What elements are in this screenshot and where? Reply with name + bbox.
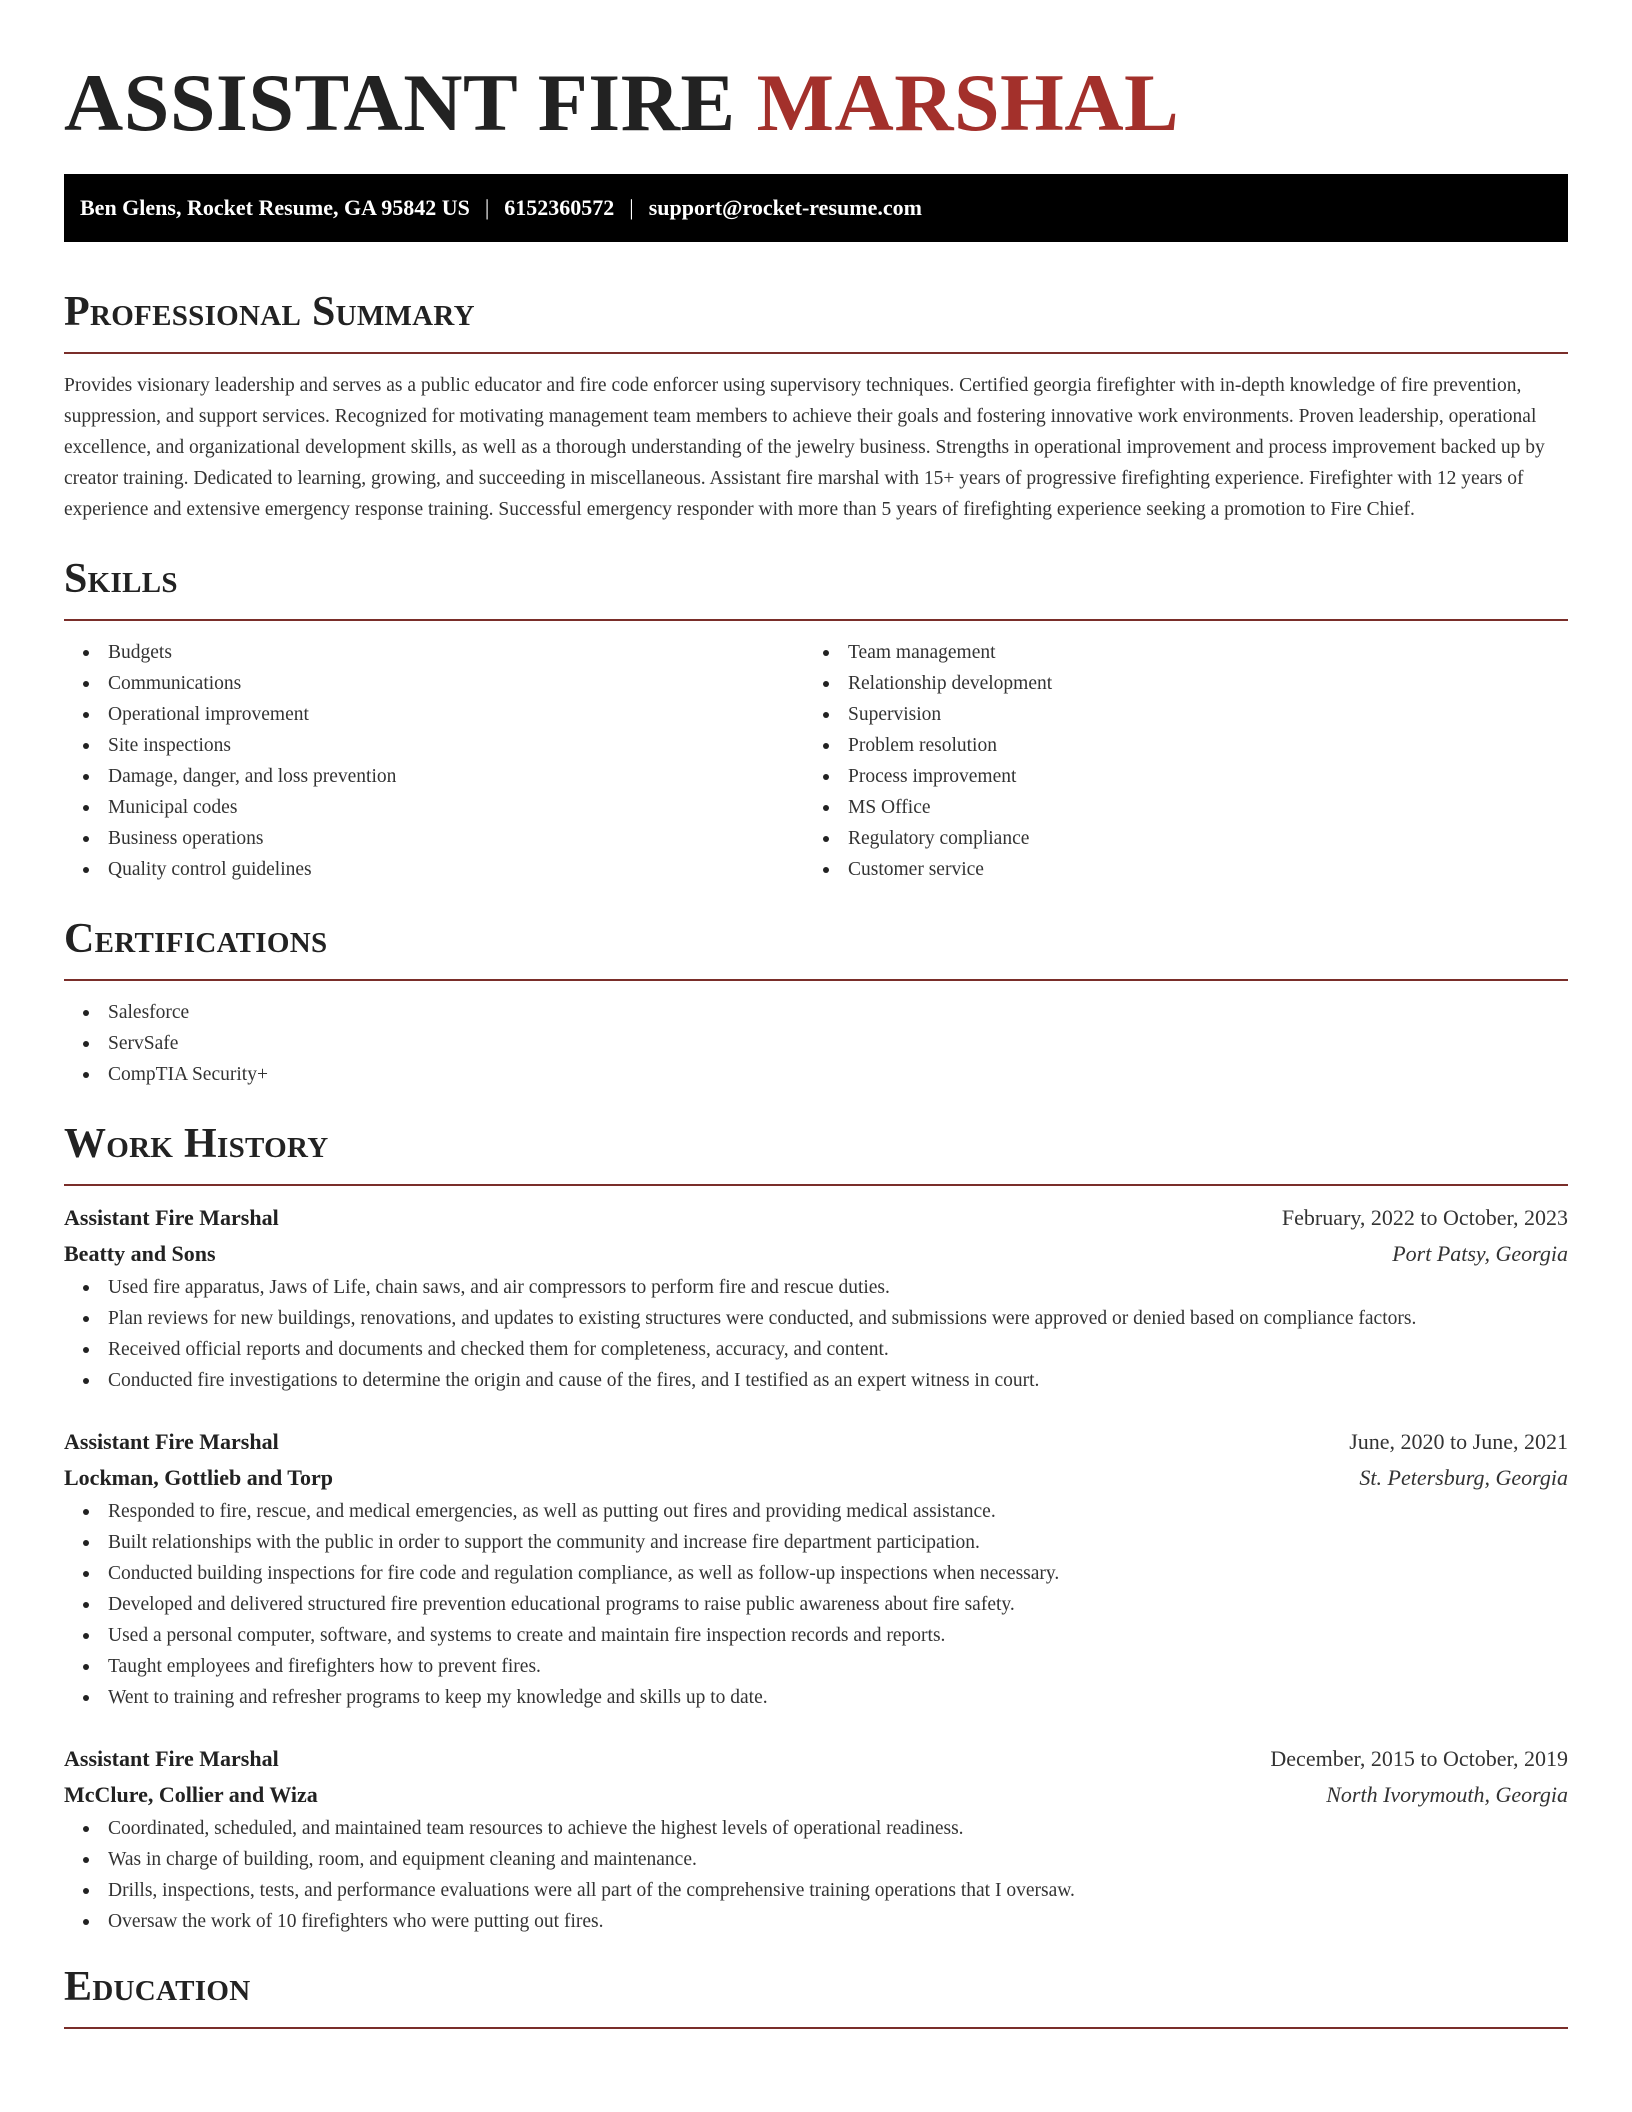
skills-list-left bbox=[64, 637, 804, 885]
job-duty: Used a personal computer, software, and systems to create and maintain fire inspection records and reports. bbox=[64, 1620, 1568, 1651]
job-company-row bbox=[64, 1236, 1568, 1272]
skill-item: Team management bbox=[804, 637, 1544, 668]
title-main: ASSISTANT FIRE bbox=[64, 57, 757, 148]
job-entry bbox=[64, 1424, 1568, 1713]
job-duty: Drills, inspections, tests, and performance evaluations were all part of the comprehensive training operations that I oversaw. bbox=[64, 1875, 1568, 1906]
section-heading-certifications: Certifications bbox=[64, 916, 328, 962]
summary-section bbox=[64, 286, 1568, 525]
skill-item: Communications bbox=[64, 668, 804, 699]
job-duty: Conducted fire investigations to determine the origin and cause of the fires, and I testified as an expert witness in court. bbox=[64, 1365, 1568, 1396]
job-header-row bbox=[64, 1741, 1568, 1777]
job-location: North Ivorymouth, Georgia bbox=[1326, 1782, 1568, 1807]
skill-item: Business operations bbox=[64, 823, 804, 854]
skill-item: Budgets bbox=[64, 637, 804, 668]
work-history-section bbox=[64, 1118, 1568, 1937]
job-company-row bbox=[64, 1460, 1568, 1496]
contact-address: Ben Glens, Rocket Resume, GA 95842 US bbox=[80, 195, 470, 220]
job-dates: December, 2015 to October, 2019 bbox=[1270, 1746, 1568, 1771]
certification-item: ServSafe bbox=[64, 1028, 1568, 1059]
contact-email: support@rocket-resume.com bbox=[648, 195, 922, 220]
job-duty: Coordinated, scheduled, and maintained team resources to achieve the highest levels of operational readiness. bbox=[64, 1813, 1568, 1844]
job-duties-list bbox=[64, 1496, 1568, 1713]
resume-title bbox=[64, 56, 1568, 150]
section-heading-work-history: Work History bbox=[64, 1121, 329, 1167]
job-title: Assistant Fire Marshal bbox=[64, 1746, 279, 1771]
job-duty: Used fire apparatus, Jaws of Life, chain saws, and air compressors to perform fire and rescue duties. bbox=[64, 1272, 1568, 1303]
job-duty: Developed and delivered structured fire prevention educational programs to raise public awareness about fire safety. bbox=[64, 1589, 1568, 1620]
job-entry bbox=[64, 1200, 1568, 1396]
section-heading-skills: Skills bbox=[64, 556, 178, 602]
skill-item: Site inspections bbox=[64, 730, 804, 761]
job-duties-list bbox=[64, 1272, 1568, 1396]
job-duties-list bbox=[64, 1813, 1568, 1937]
certifications-list bbox=[64, 997, 1568, 1090]
job-duty: Taught employees and firefighters how to prevent fires. bbox=[64, 1651, 1568, 1682]
job-duty: Received official reports and documents and checked them for completeness, accuracy, and content. bbox=[64, 1334, 1568, 1365]
skill-item: Problem resolution bbox=[804, 730, 1544, 761]
section-heading-summary: Professional Summary bbox=[64, 289, 475, 335]
skill-item: Damage, danger, and loss prevention bbox=[64, 761, 804, 792]
job-entry bbox=[64, 1741, 1568, 1937]
skill-item: Relationship development bbox=[804, 668, 1544, 699]
skill-item: Operational improvement bbox=[64, 699, 804, 730]
job-duty: Responded to fire, rescue, and medical emergencies, as well as putting out fires and providing medical assistance. bbox=[64, 1496, 1568, 1527]
skills-list-right bbox=[804, 637, 1544, 885]
skill-item: Municipal codes bbox=[64, 792, 804, 823]
skill-item: Process improvement bbox=[804, 761, 1544, 792]
job-title: Assistant Fire Marshal bbox=[64, 1429, 279, 1454]
section-divider bbox=[64, 2027, 1568, 2029]
skill-item: Regulatory compliance bbox=[804, 823, 1544, 854]
job-header-row bbox=[64, 1200, 1568, 1236]
job-duty: Conducted building inspections for fire code and regulation compliance, as well as follow-up inspections when necessary. bbox=[64, 1558, 1568, 1589]
section-divider bbox=[64, 619, 1568, 621]
summary-text: Provides visionary leadership and serves as a public educator and fire code enforcer using supervisory techniques. Certified georgia firefighter with in-depth knowledge of fire prevention, suppression, and support services. Recognized for motivating management team members to achieve their goals and fostering innovative work environments. Proven leadership, operational excellence, and organizational development skills, as well as a thorough understanding of the jewelry business. Strengths in operational improvement and process improvement backed up by creator training. Dedicated to learning, growing, and succeeding in miscellaneous. Assistant fire marshal with 15+ years of progressive firefighting experience. Firefighter with 12 years of experience and extensive emergency response training. Successful emergency responder with more than 5 years of firefighting experience seeking a promotion to Fire Chief. bbox=[64, 375, 1545, 520]
skill-item: MS Office bbox=[804, 792, 1544, 823]
skills-grid bbox=[64, 637, 1568, 885]
job-title: Assistant Fire Marshal bbox=[64, 1205, 279, 1230]
contact-separator: | bbox=[484, 195, 490, 220]
section-divider bbox=[64, 979, 1568, 981]
certification-item: CompTIA Security+ bbox=[64, 1059, 1568, 1090]
job-location: St. Petersburg, Georgia bbox=[1359, 1465, 1568, 1490]
contact-phone: 6152360572 bbox=[504, 195, 615, 220]
job-duty: Plan reviews for new buildings, renovations, and updates to existing structures were conducted, and submissions were approved or denied based on compliance factors. bbox=[64, 1303, 1568, 1334]
title-accent: MARSHAL bbox=[756, 57, 1180, 148]
contact-bar bbox=[64, 174, 1568, 242]
job-company: Lockman, Gottlieb and Torp bbox=[64, 1465, 333, 1490]
job-dates: February, 2022 to October, 2023 bbox=[1281, 1205, 1568, 1230]
certification-item: Salesforce bbox=[64, 997, 1568, 1028]
skill-item: Quality control guidelines bbox=[64, 854, 804, 885]
education-section bbox=[64, 1961, 1568, 2029]
job-company-row bbox=[64, 1777, 1568, 1813]
certifications-section bbox=[64, 913, 1568, 1090]
job-dates: June, 2020 to June, 2021 bbox=[1349, 1429, 1568, 1454]
skills-section bbox=[64, 553, 1568, 885]
skill-item: Customer service bbox=[804, 854, 1544, 885]
job-company: McClure, Collier and Wiza bbox=[64, 1782, 318, 1807]
job-header-row bbox=[64, 1424, 1568, 1460]
skill-item: Supervision bbox=[804, 699, 1544, 730]
job-duty: Oversaw the work of 10 firefighters who were putting out fires. bbox=[64, 1906, 1568, 1937]
contact-separator: | bbox=[629, 195, 634, 220]
job-duty: Built relationships with the public in order to support the community and increase fire department participation. bbox=[64, 1527, 1568, 1558]
section-heading-education: Education bbox=[64, 1964, 251, 2010]
section-divider bbox=[64, 352, 1568, 354]
section-divider bbox=[64, 1184, 1568, 1186]
job-duty: Was in charge of building, room, and equipment cleaning and maintenance. bbox=[64, 1844, 1568, 1875]
job-location: Port Patsy, Georgia bbox=[1392, 1241, 1568, 1266]
job-company: Beatty and Sons bbox=[64, 1241, 216, 1266]
job-duty: Went to training and refresher programs to keep my knowledge and skills up to date. bbox=[64, 1682, 1568, 1713]
resume-page bbox=[64, 0, 1568, 2029]
